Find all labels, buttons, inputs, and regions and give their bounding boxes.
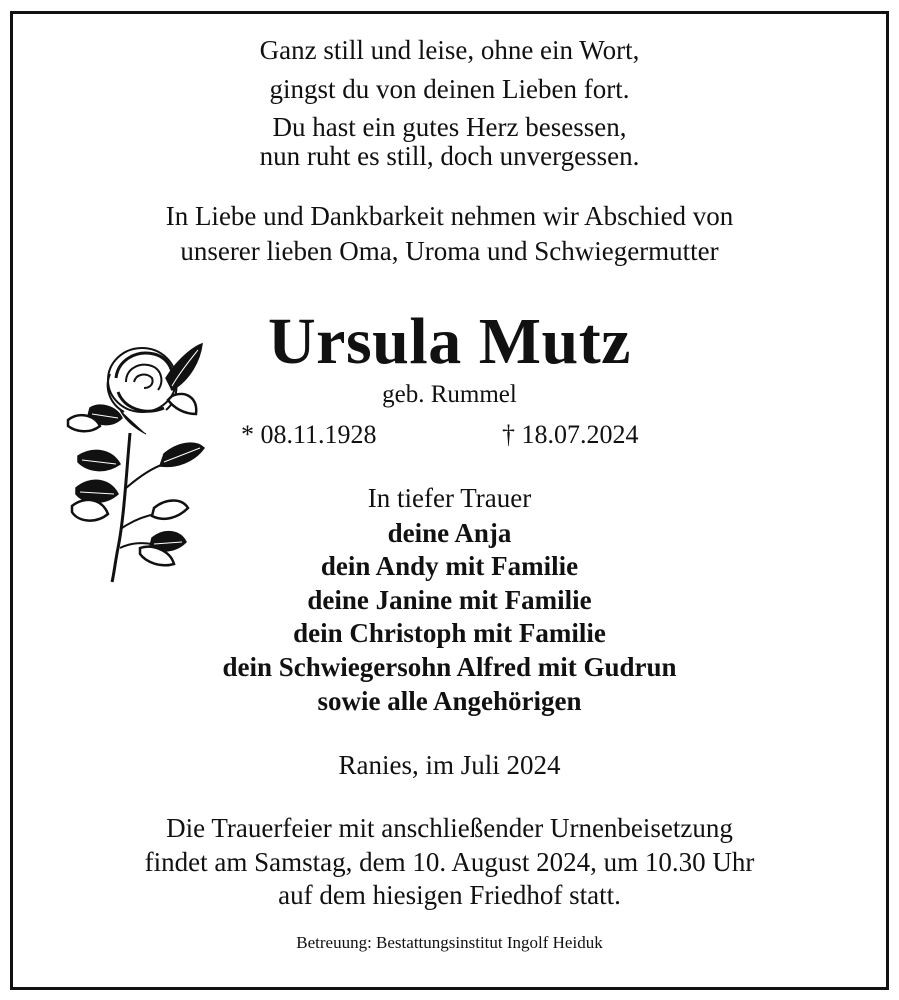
birth-date: * 08.11.1928 — [241, 420, 377, 449]
poem-line-4: nun ruht es still, doch unvergessen. — [259, 141, 640, 171]
poem-line-1: Ganz still und leise, ohne ein Wort, — [259, 35, 640, 65]
mourner-2: dein Andy mit Familie — [320, 551, 579, 581]
birth-name: geb. Rummel — [382, 381, 517, 408]
mourner-6: sowie alle Angehörigen — [317, 686, 582, 716]
funeral-home: Betreuung: Bestattungsinstitut Ingolf Heiduk — [296, 933, 603, 952]
service-line-1: Die Trauerfeier mit anschließender Urnenbeisetzung — [166, 813, 733, 843]
deceased-name: Ursula Mutz — [268, 305, 631, 378]
farewell-line-2: unserer lieben Oma, Uroma und Schwiegermutter — [180, 236, 719, 266]
poem-line-2: gingst du von deinen Lieben fort. — [269, 74, 630, 104]
mourner-3: deine Janine mit Familie — [307, 585, 592, 615]
death-date: † 18.07.2024 — [502, 420, 639, 449]
mourner-4: dein Christoph mit Familie — [293, 618, 606, 648]
mourning-intro: In tiefer Trauer — [367, 483, 532, 513]
mourner-1: deine Anja — [387, 518, 512, 548]
service-line-2: findet am Samstag, dem 10. August 2024, um 10.30 Uhr — [144, 847, 755, 877]
service-line-3: auf dem hiesigen Friedhof statt. — [278, 880, 621, 910]
poem-line-3: Du hast ein gutes Herz besessen, — [272, 112, 627, 142]
place-date: Ranies, im Juli 2024 — [338, 750, 561, 780]
mourner-5: dein Schwiegersohn Alfred mit Gudrun — [222, 652, 677, 682]
farewell-line-1: In Liebe und Dankbarkeit nehmen wir Abschied von — [165, 201, 734, 231]
